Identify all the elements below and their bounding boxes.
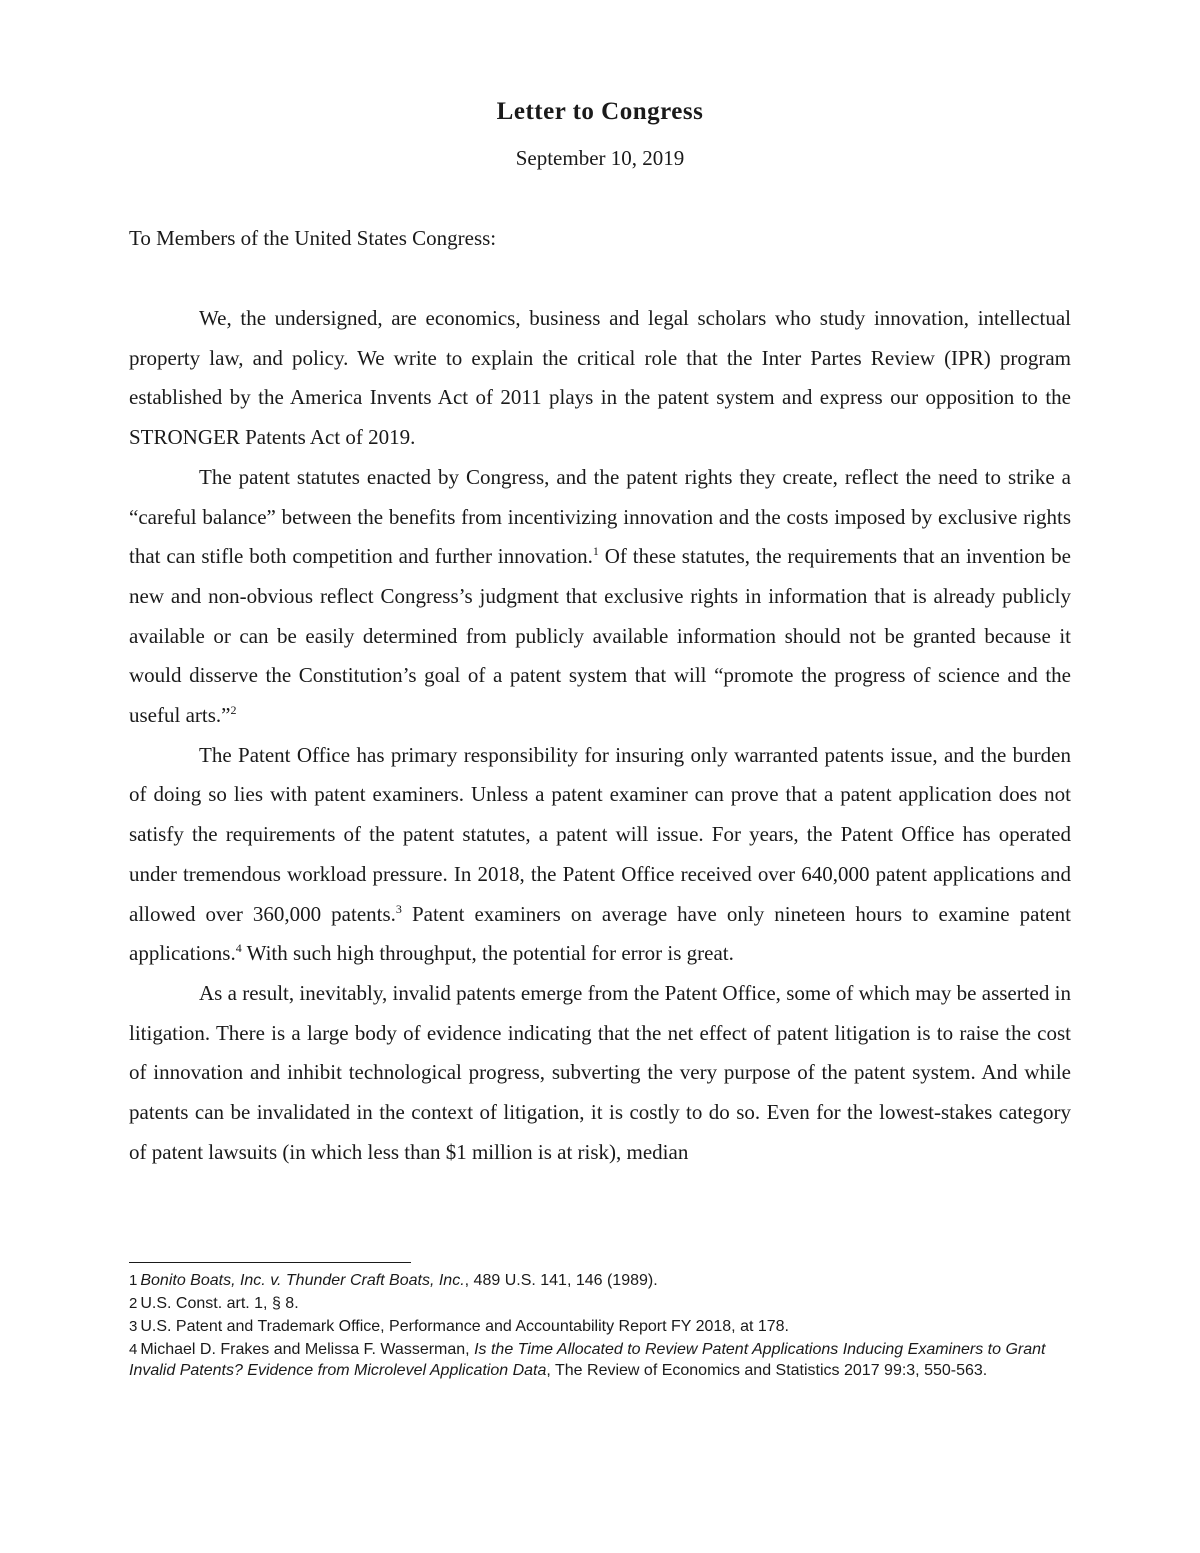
footnote-2	[129, 1293, 1071, 1314]
footnote-article-title: Is the Time Allocated to Review Patent Applications Inducing Examiners to Grant Invalid Patents? Evidence from Microlevel Application Data	[129, 1341, 1046, 1379]
footnote-number: 3	[129, 1318, 138, 1335]
salutation: To Members of the United States Congress:	[129, 226, 497, 250]
paragraph-1	[129, 299, 1071, 458]
footnote-text: U.S. Const. art. 1, § 8.	[140, 1295, 299, 1312]
footnote-3	[129, 1316, 1071, 1337]
paragraph-3-text-c: With such high throughput, the potential for error is great.	[241, 941, 734, 966]
footnote-case-name: Bonito Boats, Inc. v. Thunder Craft Boats, Inc.	[140, 1272, 465, 1289]
paragraph-2-text-b: Of these statutes, the requirements that an invention be new and non-obvious reflect Congress’s judgment that exclusive rights in information that is already publicly available or can be easily determined from publicly available information should not be granted because it would disserve the Constitution’s goal of a patent system that will “promote the progress of science and the useful arts.”	[129, 544, 1071, 728]
paragraph-1-text: We, the undersigned, are economics, business and legal scholars who study innovation, intellectual property law, and policy. We write to explain the critical role that the Inter Partes Review (IPR) program established by the America Invents Act of 2011 plays in the patent system and express our opposition to the STRONGER Patents Act of 2019.	[129, 306, 1071, 450]
footnote-text: , 489 U.S. 141, 146 (1989).	[464, 1272, 658, 1289]
footnote-number: 2	[129, 1295, 138, 1312]
paragraph-4	[129, 974, 1071, 1173]
paragraph-2-text-a: The patent statutes enacted by Congress, and the patent rights they create, reflect the need to strike a “careful balance” between the benefits from incentivizing innovation and the costs imposed by exclusive rights that can stifle both competition and further innovation.	[129, 464, 1071, 569]
paragraph-4-text: As a result, inevitably, invalid patents emerge from the Patent Office, some of which may be asserted in litigation. There is a large body of evidence indicating that the net effect of patent litigation is to raise the cost of innovation and inhibit technological progress, subverting the very purpose of the patent system. And while patents can be invalidated in the context of litigation, it is costly to do so. Even for the lowest-stakes category of patent lawsuits (in which less than $1 million is at risk), median	[129, 980, 1071, 1164]
letter-body	[129, 299, 1071, 1172]
footnote-number: 4	[129, 1341, 138, 1358]
footnote-author: Michael D. Frakes and Melissa F. Wasserman,	[140, 1341, 475, 1358]
footnote-separator	[129, 1262, 411, 1263]
footnote-ref-3[interactable]: 3	[395, 901, 402, 916]
paragraph-3-text-a: The Patent Office has primary responsibility for insuring only warranted patents issue, and the burden of doing so lies with patent examiners. Unless a patent examiner can prove that a patent application does not satisfy the requirements of the patent statutes, a patent will issue. For years, the Patent Office has operated under tremendous workload pressure. In 2018, the Patent Office received over 640,000 patent applications and allowed over 360,000 patents.	[129, 742, 1071, 926]
paragraph-3-text-b: Patent examiners on average have only nineteen hours to examine patent applications.	[129, 901, 1071, 966]
footnote-number: 1	[129, 1272, 138, 1289]
footnote-text: , The Review of Economics and Statistics 2017 99:3, 550-563.	[546, 1362, 988, 1379]
paragraph-2	[129, 458, 1071, 736]
footnote-ref-4[interactable]: 4	[235, 941, 242, 956]
footnote-4	[129, 1339, 1071, 1381]
letter-date: September 10, 2019	[515, 146, 685, 170]
letter-title: Letter to Congress	[496, 98, 704, 125]
footnote-text: U.S. Patent and Trademark Office, Performance and Accountability Report FY 2018, at 178.	[140, 1318, 789, 1335]
paragraph-3	[129, 736, 1071, 974]
footnote-1	[129, 1270, 1071, 1291]
footnote-ref-1[interactable]: 1	[592, 544, 599, 559]
footnote-ref-2[interactable]: 2	[230, 703, 237, 718]
footnotes	[129, 1270, 1071, 1383]
